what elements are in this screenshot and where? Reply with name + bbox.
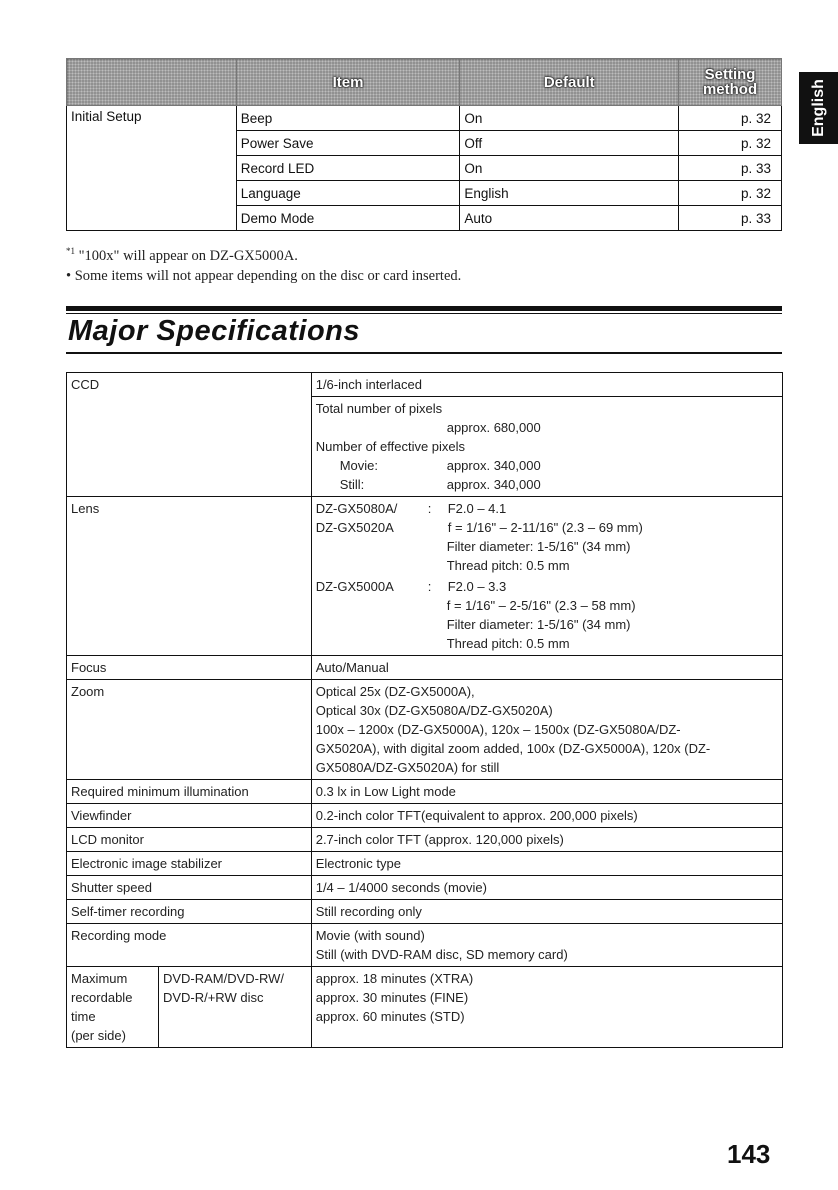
lens-thread: Thread pitch: 0.5 mm: [446, 636, 570, 651]
bullet-icon: •: [66, 267, 72, 284]
bullet-note: [66, 266, 461, 286]
max-time-value: approx. 18 minutes (XTRA): [315, 971, 474, 986]
specs-table: [66, 372, 783, 1048]
item-cell: Power Save: [236, 131, 460, 156]
lens-aperture: F2.0 – 3.3: [447, 579, 507, 594]
page-number: 143: [727, 1139, 771, 1169]
lens-filter: Filter diameter: 1-5/16" (34 mm): [446, 539, 631, 554]
lens-row: [316, 577, 778, 596]
ccd-still-value: approx. 340,000: [446, 477, 541, 492]
lens-focal: f = 1/16" – 2-11/16" (2.3 – 69 mm): [447, 520, 643, 535]
spec-label: Lens: [67, 497, 312, 656]
spec-row-illumination: [67, 780, 783, 804]
footnote-mark: *1: [66, 246, 75, 256]
spec-row-lens: [67, 497, 783, 656]
spec-value: [311, 497, 782, 656]
media-line: DVD-R/+RW disc: [162, 990, 264, 1005]
ccd-total-label: Total number of pixels: [315, 401, 443, 416]
spec-value: Auto/Manual: [311, 656, 782, 680]
title-underline: [66, 352, 782, 354]
ccd-still: [316, 475, 778, 494]
max-time-label-line: (per side): [71, 1028, 126, 1043]
lens-block-gx5000: [316, 577, 778, 653]
max-time-label-line: recordable: [71, 990, 133, 1005]
header-category: [67, 59, 237, 106]
language-side-tab: [799, 72, 838, 144]
spec-value: 1/4 – 1/4000 seconds (movie): [311, 876, 782, 900]
max-time-label-line: Maximum: [71, 971, 128, 986]
item-cell: Language: [236, 181, 460, 206]
max-time-label-line: time: [71, 1009, 96, 1024]
zoom-line: Optical 25x (DZ-GX5000A),: [315, 684, 475, 699]
spec-value: [311, 924, 782, 967]
spec-label: Electronic image stabilizer: [67, 852, 312, 876]
side-tab-label: English: [809, 79, 827, 137]
lens-colon-spacer: [428, 518, 448, 537]
spec-value: 0.3 lx in Low Light mode: [311, 780, 782, 804]
spec-label: CCD: [67, 373, 312, 497]
spec-value: 2.7-inch color TFT (approx. 120,000 pixels): [311, 828, 782, 852]
lens-thread: Thread pitch: 0.5 mm: [446, 558, 570, 573]
spec-label: Self-timer recording: [67, 900, 312, 924]
item-cell: Beep: [236, 106, 460, 131]
spec-label: Recording mode: [67, 924, 312, 967]
spec-value: Electronic type: [311, 852, 782, 876]
lens-aperture: F2.0 – 4.1: [447, 501, 507, 516]
default-cell: Auto: [460, 206, 679, 231]
default-cell: On: [460, 106, 679, 131]
lens-model: DZ-GX5020A: [315, 520, 394, 535]
spec-value: [311, 397, 782, 497]
footnote: [66, 241, 461, 266]
spec-value: [311, 967, 782, 1048]
ccd-movie-label: Movie:: [339, 458, 379, 473]
recording-mode-line: Movie (with sound): [315, 928, 425, 943]
spec-row-max-time: [67, 967, 783, 1048]
footnote-text: "100x" will appear on DZ-GX5000A.: [78, 247, 298, 264]
spec-row-recording-mode: [67, 924, 783, 967]
lens-model: DZ-GX5000A: [315, 579, 394, 594]
lens-filter: Filter diameter: 1-5/16" (34 mm): [446, 617, 631, 632]
lens-row: [316, 499, 778, 518]
bullet-text: Some items will not appear depending on the disc or card inserted.: [74, 267, 462, 284]
spec-value: Still recording only: [311, 900, 782, 924]
spec-label: Zoom: [67, 680, 312, 780]
media-line: DVD-RAM/DVD-RW/: [162, 971, 285, 986]
zoom-line: Optical 30x (DZ-GX5080A/DZ-GX5020A): [315, 703, 553, 718]
spec-row-focus: [67, 656, 783, 680]
zoom-line: GX5020A), with digital zoom added, 100x (DZ-GX5000A), 120x (DZ-: [315, 741, 711, 756]
spec-label: [67, 967, 159, 1048]
ccd-still-label: Still:: [339, 477, 365, 492]
max-time-value: approx. 30 minutes (FINE): [315, 990, 469, 1005]
spec-label: LCD monitor: [67, 828, 312, 852]
notes: [66, 241, 461, 286]
header-default: Default: [460, 59, 679, 106]
header-setting-method: Setting method: [679, 59, 782, 106]
lens-focal: f = 1/16" – 2-5/16" (2.3 – 58 mm): [446, 598, 636, 613]
spec-row-ccd: [67, 373, 783, 397]
section-title: Major Specifications: [68, 315, 361, 347]
spec-row-shutter: [67, 876, 783, 900]
spec-value: 1/6-inch interlaced: [311, 373, 782, 397]
lens-colon: :: [427, 501, 432, 516]
settings-table: [66, 58, 782, 231]
recording-mode-line: Still (with DVD-RAM disc, SD memory card): [315, 947, 568, 962]
spec-row-stabilizer: [67, 852, 783, 876]
ccd-movie: [316, 456, 778, 475]
spec-value: 0.2-inch color TFT(equivalent to approx. 200,000 pixels): [311, 804, 782, 828]
ccd-effective-label: Number of effective pixels: [315, 439, 466, 454]
section-divider-thick: [66, 306, 782, 311]
max-time-value: approx. 60 minutes (STD): [315, 1009, 465, 1024]
method-cell: p. 32: [679, 181, 782, 206]
spec-row-self-timer: [67, 900, 783, 924]
lens-block-gx5080: [316, 499, 778, 575]
item-cell: Demo Mode: [236, 206, 460, 231]
spec-row-lcd: [67, 828, 783, 852]
spec-row-zoom: [67, 680, 783, 780]
default-cell: English: [460, 181, 679, 206]
zoom-line: 100x – 1200x (DZ-GX5000A), 120x – 1500x (DZ-GX5080A/DZ-: [315, 722, 681, 737]
category-cell: Initial Setup: [67, 106, 237, 231]
method-cell: p. 32: [679, 106, 782, 131]
spec-media: [158, 967, 311, 1048]
zoom-line: GX5080A/DZ-GX5020A) for still: [315, 760, 500, 775]
ccd-movie-value: approx. 340,000: [446, 458, 541, 473]
default-cell: On: [460, 156, 679, 181]
header-item: Item: [236, 59, 460, 106]
lens-colon: :: [427, 579, 432, 594]
method-cell: p. 32: [679, 131, 782, 156]
spec-label: Required minimum illumination: [67, 780, 312, 804]
lens-row: [316, 518, 778, 537]
lens-model: DZ-GX5080A/: [315, 501, 398, 516]
spec-label: Shutter speed: [67, 876, 312, 900]
ccd-total-value: approx. 680,000: [446, 420, 541, 435]
section-divider-thin: [66, 313, 782, 314]
spec-label: Viewfinder: [67, 804, 312, 828]
method-cell: p. 33: [679, 206, 782, 231]
spec-label: Focus: [67, 656, 312, 680]
table-row: [67, 106, 782, 131]
spec-row-viewfinder: [67, 804, 783, 828]
default-cell: Off: [460, 131, 679, 156]
spec-value: [311, 680, 782, 780]
settings-header-row: [67, 59, 782, 106]
method-cell: p. 33: [679, 156, 782, 181]
item-cell: Record LED: [236, 156, 460, 181]
